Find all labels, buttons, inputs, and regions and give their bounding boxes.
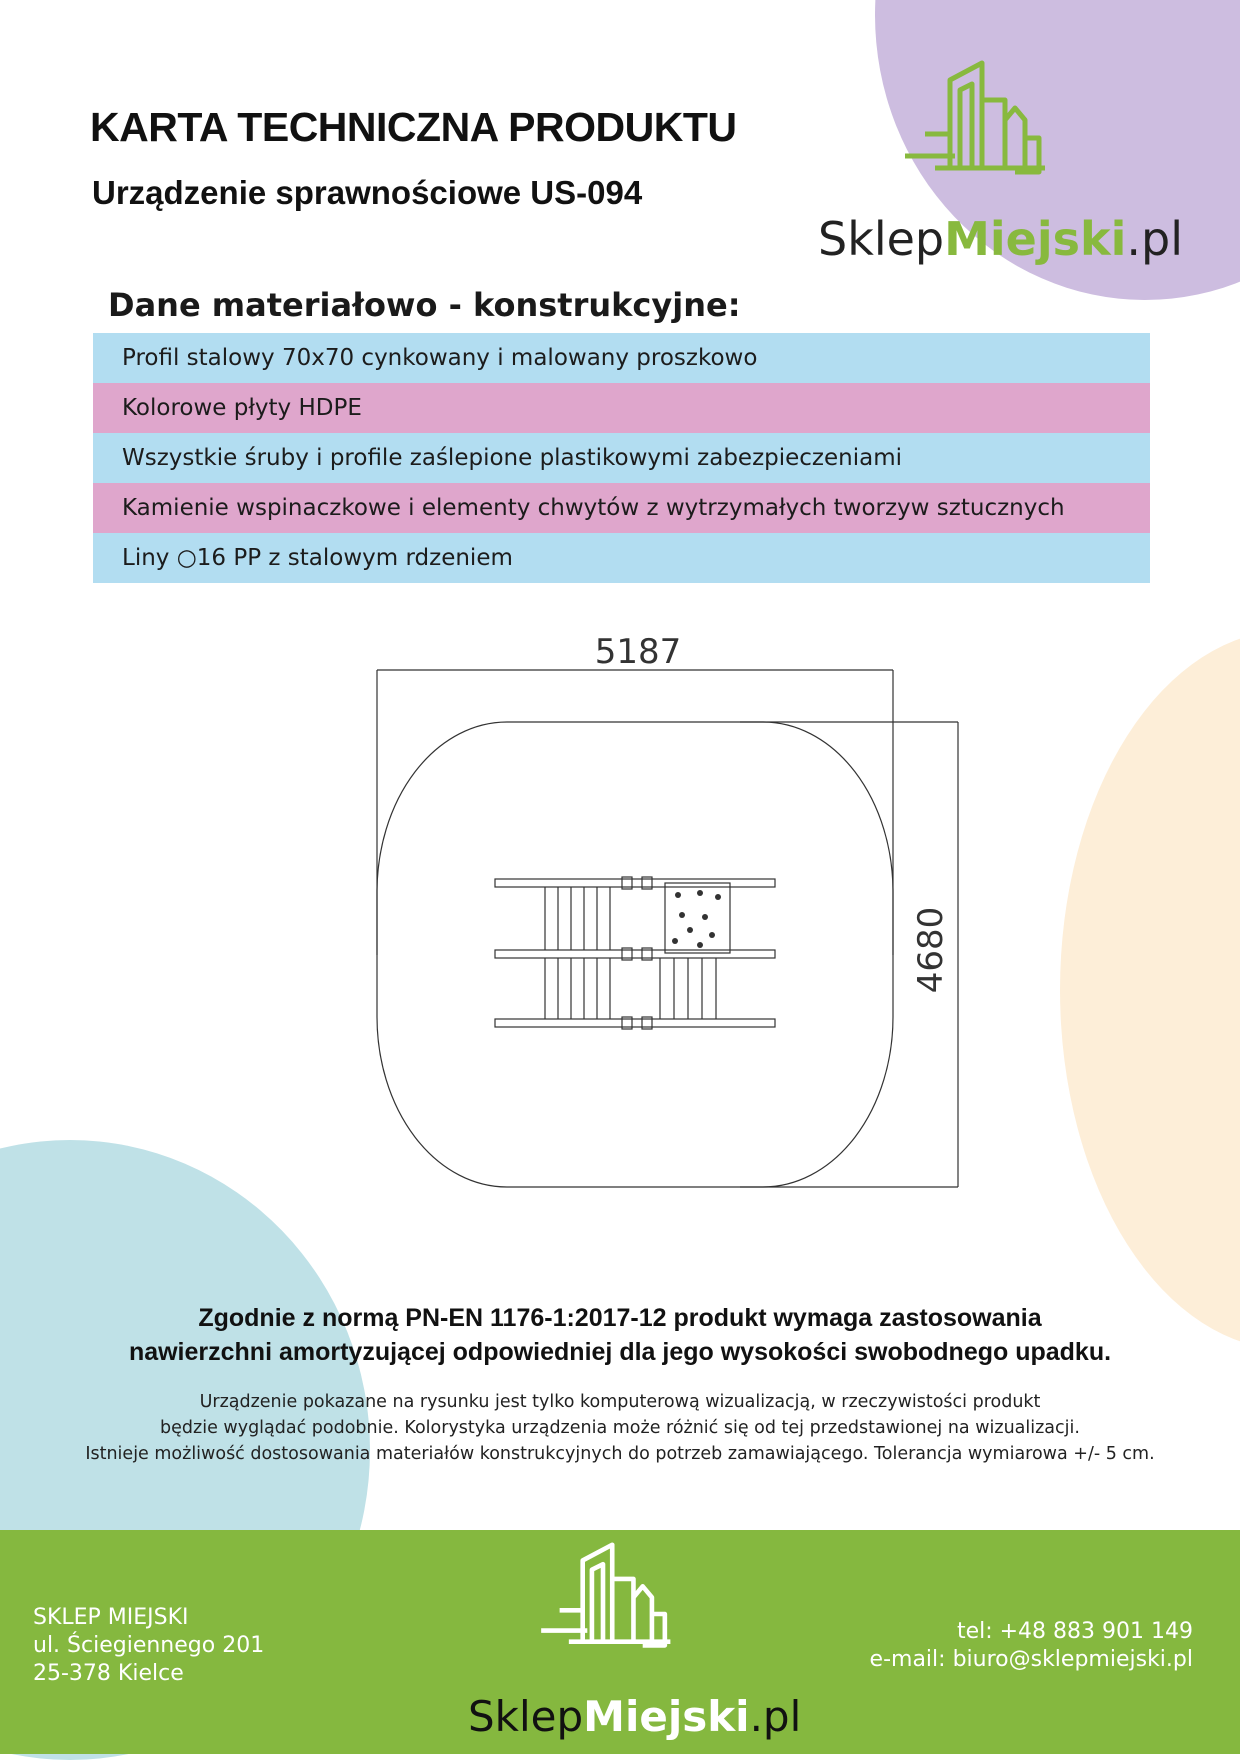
beam-top bbox=[495, 879, 775, 887]
beam-middle bbox=[495, 950, 775, 958]
beam-bottom bbox=[495, 1019, 775, 1027]
material-item: Wszystkie śruby i profile zaślepione plastikowymi zabezpieczeniami bbox=[93, 433, 1150, 483]
disclaimer-line-3: Istnieje możliwość dostosowania materiałów konstrukcyjnych do potrzeb zamawiającego. Tolerancja wymiarowa +/- 5 cm. bbox=[85, 1444, 1155, 1464]
city-buildings-icon bbox=[905, 60, 1065, 190]
street-address: ul. Ściegiennego 201 bbox=[33, 1633, 265, 1658]
technical-drawing bbox=[360, 625, 980, 1195]
material-item: Kamienie wspinaczkowe i elementy chwytów z wytrzymałych tworzyw sztucznych bbox=[93, 483, 1150, 533]
disclaimer bbox=[20, 1389, 1220, 1467]
phone-number[interactable]: tel: +48 883 901 149 bbox=[956, 1619, 1193, 1644]
footer-contact bbox=[870, 1618, 1193, 1674]
document-title: KARTA TECHNICZNA PRODUKTU bbox=[90, 104, 737, 150]
wordmark-prefix: Sklep bbox=[818, 212, 945, 266]
disclaimer-line-1: Urządzenie pokazane na rysunku jest tylko komputerową wizualizacją, w rzeczywistości produkt bbox=[199, 1392, 1041, 1412]
city-buildings-icon bbox=[535, 1542, 695, 1662]
wordmark-suffix: .pl bbox=[1126, 212, 1183, 266]
material-item: Kolorowe płyty HDPE bbox=[93, 383, 1150, 433]
wordmark-strong: Miejski bbox=[583, 1692, 750, 1741]
ladder-bars-left bbox=[545, 887, 610, 1019]
footer-wordmark bbox=[468, 1692, 801, 1741]
decorative-peach-circle bbox=[1060, 630, 1240, 1350]
norm-line-2: nawierzchni amortyzującej odpowiedniej dla jego wysokości swobodnego upadku. bbox=[128, 1338, 1112, 1366]
ladder-bars-right bbox=[660, 958, 716, 1019]
disclaimer-line-2: będzie wyglądać podobnie. Kolorystyka urządzenia może różnić się od tej przedstawionej na wizualizacji. bbox=[160, 1418, 1080, 1438]
brand-wordmark bbox=[818, 212, 1183, 266]
wordmark-suffix: .pl bbox=[749, 1692, 802, 1741]
wordmark-strong: Miejski bbox=[944, 212, 1127, 266]
materials-list bbox=[93, 333, 1150, 583]
wordmark-prefix: Sklep bbox=[468, 1692, 584, 1741]
city-address: 25-378 Kielce bbox=[33, 1661, 184, 1686]
email-address[interactable]: e-mail: biuro@sklepmiejski.pl bbox=[869, 1647, 1193, 1672]
depth-dimension-label: 4680 bbox=[911, 906, 951, 994]
footer bbox=[0, 1530, 1240, 1754]
climbing-holds bbox=[672, 890, 721, 948]
norm-line-1: Zgodnie z normą PN-EN 1176-1:2017-12 produkt wymaga zastosowania bbox=[198, 1304, 1042, 1332]
materials-heading: Dane materiałowo - konstrukcyjne: bbox=[108, 286, 741, 324]
material-item: Liny ○16 PP z stalowym rdzeniem bbox=[93, 533, 1150, 583]
norm-notice bbox=[40, 1301, 1200, 1369]
footer-logo bbox=[455, 1542, 802, 1752]
product-subtitle: Urządzenie sprawnościowe US-094 bbox=[92, 174, 643, 211]
material-item: Profil stalowy 70x70 cynkowany i malowany proszkowo bbox=[93, 333, 1150, 383]
company-name: SKLEP MIEJSKI bbox=[33, 1605, 189, 1630]
width-dimension-label: 5187 bbox=[594, 632, 682, 672]
brand-logo bbox=[815, 60, 1183, 270]
footer-address bbox=[33, 1604, 264, 1688]
safety-zone-outline bbox=[377, 722, 893, 1187]
top-view-plan bbox=[360, 625, 980, 1195]
post-connectors bbox=[622, 877, 652, 1029]
